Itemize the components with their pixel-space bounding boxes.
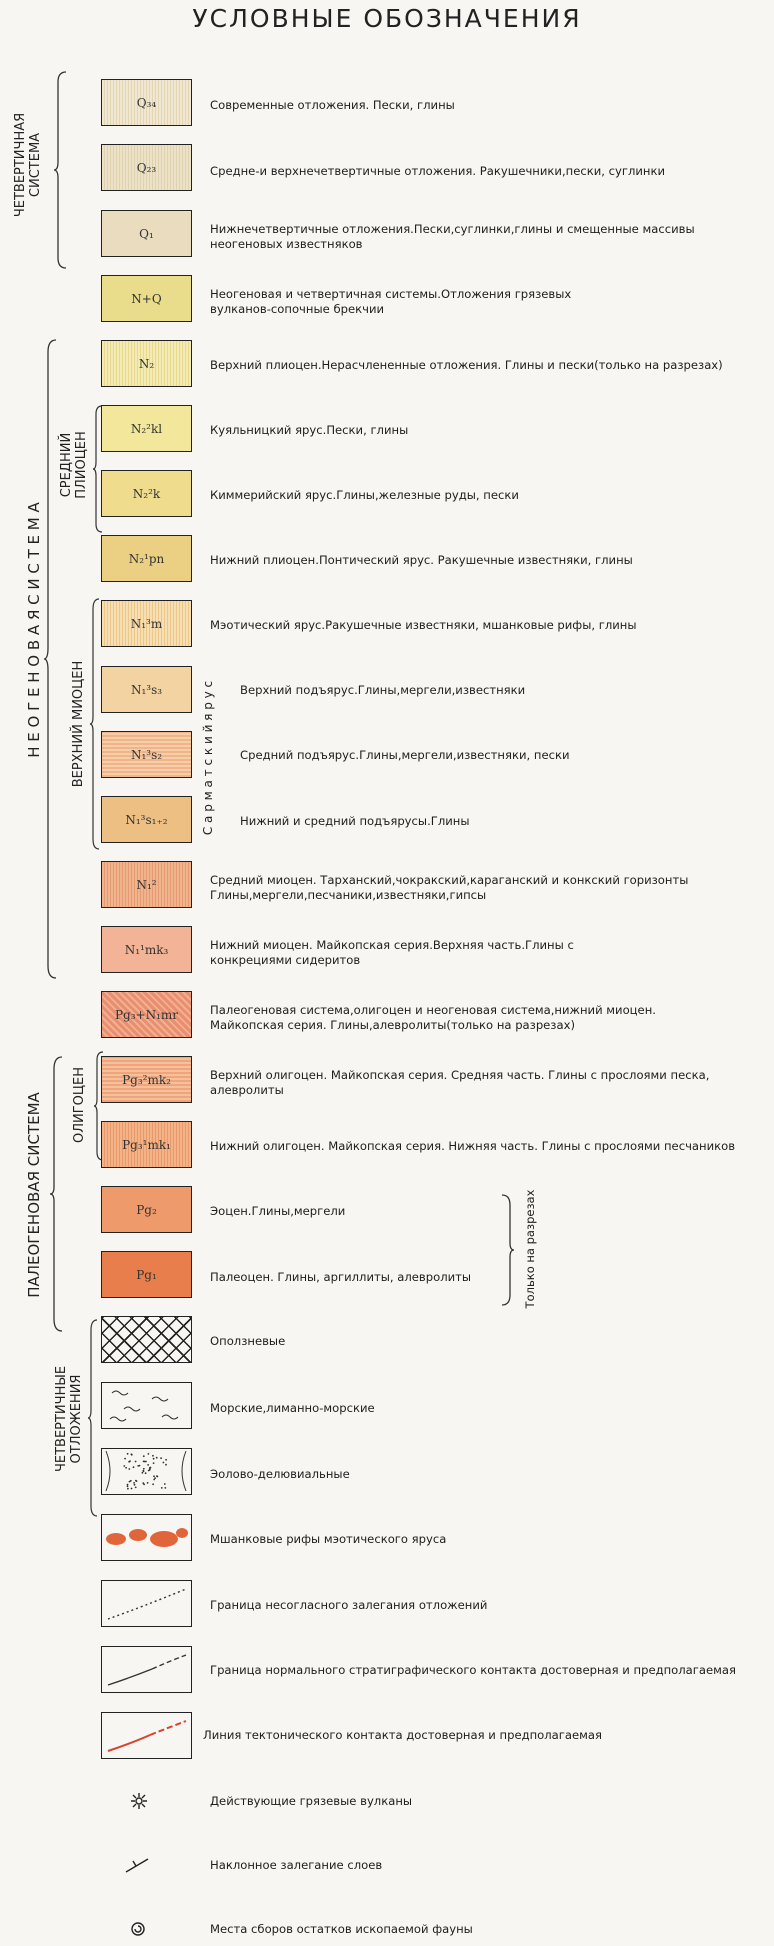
label-mk3: Нижний миоцен. Майкопская серия.Верхняя часть.Глины с конкрециями сидеритов — [210, 938, 574, 967]
group-middle-pliocene — [59, 420, 91, 510]
label-normal-contact: Граница нормального стратиграфического контакта достоверная и предполагаемая — [210, 1663, 736, 1677]
label-mk1: Нижний олигоцен. Майкопская серия. Нижняя часть. Глины с прослоями песчаников — [210, 1139, 736, 1153]
swatch-q-mid-upper — [101, 144, 192, 191]
code-q-modern: Q₃₄ — [136, 95, 157, 110]
group-quaternary-deposits-line1: ЧЕТВЕРТИЧНЫЕ — [54, 1365, 69, 1473]
swatch-mk3 — [101, 926, 192, 973]
label-fossils: Места сборов остатков ископаемой фауны — [210, 1922, 473, 1936]
code-pg1: Pg₁ — [136, 1267, 157, 1282]
code-pg2: Pg₂ — [136, 1202, 157, 1217]
swatch-kl — [101, 405, 192, 452]
swatch-n12 — [101, 861, 192, 908]
swatch-marine — [101, 1382, 192, 1429]
swatch-pg1 — [101, 1251, 192, 1298]
label-pn: Нижний плиоцен.Понтический ярус. Ракушечные известняки, глины — [210, 553, 633, 567]
dip-symbol-icon — [124, 1856, 150, 1874]
code-s2: N₁³s₂ — [130, 747, 163, 762]
label-q-modern: Современные отложения. Пески, глины — [210, 98, 455, 112]
code-mk1: Pg₃¹mk₁ — [122, 1137, 171, 1152]
code-m: N₁³m — [130, 616, 163, 631]
code-s12: N₁³s₁₊₂ — [125, 812, 168, 827]
mud-volcano-icon — [130, 1792, 148, 1810]
group-quaternary-system — [13, 95, 47, 235]
swatch-n-q — [101, 275, 192, 322]
label-unconformity: Граница несогласного залегания отложений — [210, 1598, 488, 1612]
label-landslide: Оползневые — [210, 1334, 286, 1348]
fossil-icon — [129, 1920, 147, 1938]
brace-quaternary — [54, 70, 68, 270]
label-marine: Морские,лиманно-морские — [210, 1401, 375, 1415]
brace-quaternary-deposits — [88, 1318, 98, 1518]
group-neogene-system: Н Е О Г Е Н О В А Я С И С Т Е М А — [25, 502, 43, 758]
reef-blobs-icon — [102, 1515, 190, 1559]
swatch-q-modern — [101, 79, 192, 126]
label-n12: Средний миоцен. Тарханский,чокракский,караганский и конкский горизонты Глины,мергели,песчаники,известняки,гипсы — [210, 873, 689, 902]
swatch-landslide — [101, 1316, 192, 1363]
group-paleogene-system: ПАЛЕОГЕНОВАЯ СИСТЕМА — [25, 1092, 43, 1298]
swatch-s2 — [101, 731, 192, 778]
label-q-mid-upper: Средне-и верхнечетвертичные отложения. Ракушечники,пески, суглинки — [210, 164, 666, 178]
code-mk2: Pg₃²mk₂ — [122, 1072, 171, 1087]
marine-waves-icon — [102, 1383, 190, 1427]
group-quaternary-system-line1: ЧЕТВЕРТИЧНАЯ — [13, 112, 28, 218]
swatch-s12 — [101, 796, 192, 843]
label-k: Киммерийский ярус.Глины,железные руды, пески — [210, 488, 519, 502]
group-quaternary-system-line2: СИСТЕМА — [28, 132, 43, 198]
label-dip: Наклонное залегание слоев — [210, 1858, 383, 1872]
group-quaternary-deposits — [54, 1344, 86, 1494]
unconformity-line-icon — [102, 1581, 190, 1625]
group-middle-pliocene-line2: ПЛИОЦЕН — [74, 431, 89, 499]
label-s2: Средний подъярус.Глины,мергели,известняки, пески — [240, 748, 570, 762]
label-mud-volcano: Действующие грязевые вулканы — [210, 1794, 413, 1808]
group-quaternary-deposits-line2: ОТЛОЖЕНИЯ — [69, 1374, 84, 1464]
label-mk2: Верхний олигоцен. Майкопская серия. Средняя часть. Глины с прослоями песка, алевролиты — [210, 1068, 710, 1097]
label-s12: Нижний и средний подъярусы.Глины — [240, 814, 470, 828]
label-q-lower: Нижнечетвертичные отложения.Пески,суглинки,глины и смещенные массивы неогеновых известняков — [210, 222, 695, 251]
label-tectonic: Линия тектонического контакта достоверная и предполагаемая — [203, 1728, 602, 1742]
label-reefs: Мшанковые рифы мэотического яруса — [210, 1532, 447, 1546]
swatch-unconformity — [101, 1580, 192, 1627]
code-q-lower: Q₁ — [139, 226, 154, 241]
swatch-pg-n — [101, 991, 192, 1038]
code-n12: N₁² — [136, 877, 157, 892]
brace-upper-miocene — [90, 597, 100, 851]
group-sarmatian-stage: С а р м а т с к и й я р у с — [201, 680, 215, 836]
swatch-reefs — [101, 1514, 192, 1561]
label-s3: Верхний подъярус.Глины,мергели,известняки — [240, 683, 526, 697]
swatch-k — [101, 470, 192, 517]
swatch-pg2 — [101, 1186, 192, 1233]
label-aeolian: Эолово-делювиальные — [210, 1467, 350, 1481]
swatch-pn — [101, 535, 192, 582]
swatch-tectonic — [101, 1712, 192, 1759]
swatch-n2 — [101, 340, 192, 387]
label-pg1: Палеоцен. Глины, аргиллиты, алевролиты — [210, 1270, 472, 1284]
label-pg2: Эоцен.Глины,мергели — [210, 1204, 346, 1218]
code-n2: N₂ — [138, 356, 155, 371]
swatch-aeolian — [101, 1448, 192, 1495]
label-pg-n: Палеогеновая система,олигоцен и неогеновая система,нижний миоцен. Майкопская серия. Глины,алевролиты(только на разрезах) — [210, 1003, 656, 1032]
code-pn: N₂¹pn — [128, 551, 165, 566]
swatch-mk2 — [101, 1056, 192, 1103]
code-s3: N₁³s₃ — [130, 682, 163, 697]
code-n-q: N+Q — [131, 291, 162, 306]
code-k: N₂²k — [132, 486, 161, 501]
normal-contact-line-icon — [102, 1647, 190, 1691]
group-upper-miocene: ВЕРХНИЙ МИОЦЕН — [71, 660, 86, 788]
swatch-mk1 — [101, 1121, 192, 1168]
label-n2: Верхний плиоцен.Нерасчлененные отложения. Глины и пески(только на разрезах) — [210, 358, 723, 372]
swatch-s3 — [101, 666, 192, 713]
label-m: Мэотический ярус.Ракушечные известняки, мшанковые рифы, глины — [210, 618, 637, 632]
label-kl: Куяльницкий ярус.Пески, глины — [210, 423, 409, 437]
label-n-q: Неогеновая и четвертичная системы.Отложения грязевых вулканов-сопочные брекчии — [210, 287, 572, 316]
group-oligocene: ОЛИГОЦЕН — [72, 1067, 87, 1143]
code-kl: N₂²kl — [130, 421, 163, 436]
brace-paleogene — [50, 1055, 64, 1333]
group-only-on-sections: Только на разрезах — [523, 1189, 537, 1309]
brace-neogene — [44, 338, 58, 980]
code-mk3: N₁¹mk₃ — [124, 942, 169, 957]
group-middle-pliocene-line1: СРЕДНИЙ — [59, 432, 74, 498]
code-q-mid-upper: Q₂₃ — [136, 160, 157, 175]
code-pg-n: Pg₃+N₁mr — [114, 1007, 179, 1022]
aeolian-dots-icon — [102, 1449, 190, 1493]
swatch-m — [101, 600, 192, 647]
swatch-normal-contact — [101, 1646, 192, 1693]
tectonic-line-icon — [102, 1713, 190, 1757]
swatch-q-lower — [101, 210, 192, 257]
legend-title: УСЛОВНЫЕ ОБОЗНАЧЕНИЯ — [192, 4, 582, 33]
